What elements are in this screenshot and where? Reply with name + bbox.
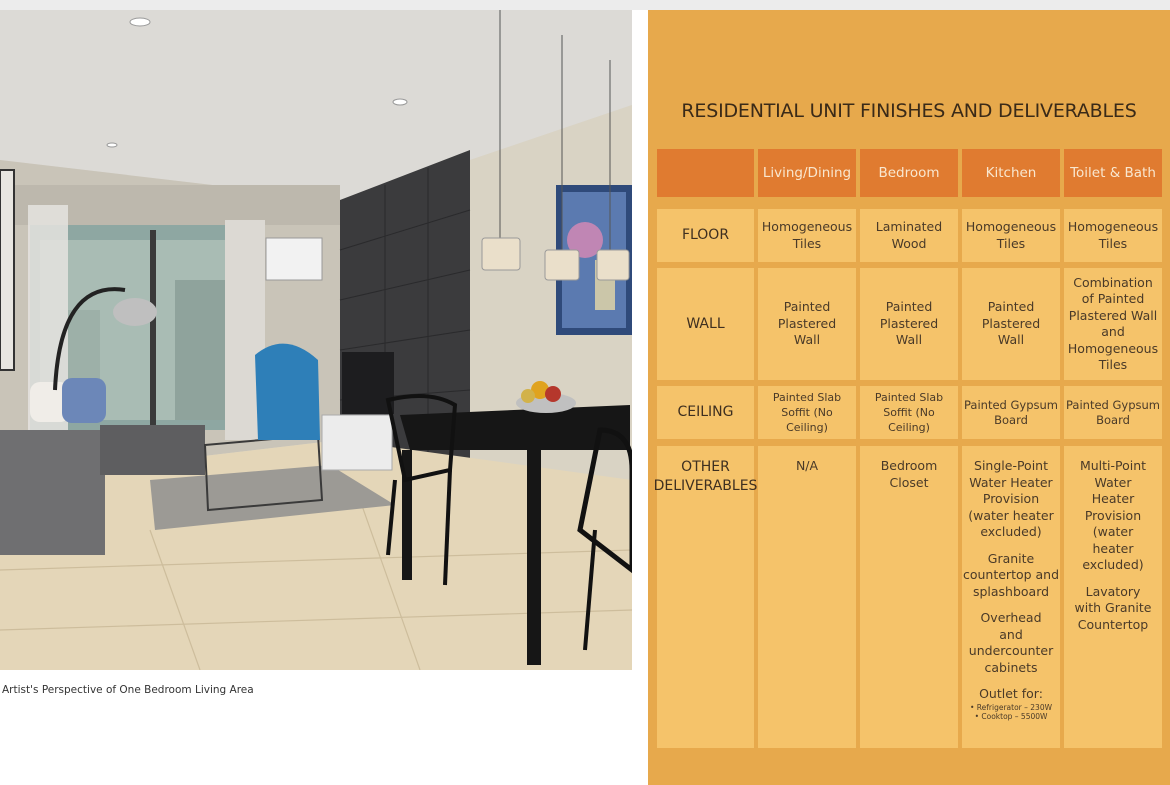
floor-bedroom: Laminated Wood: [860, 209, 958, 262]
header-corner: [657, 149, 754, 197]
finishes-panel: [648, 10, 1170, 785]
row-label-ceiling: CEILING: [657, 386, 754, 439]
header-living-dining: Living/Dining: [758, 149, 856, 197]
wall-toilet-bath: Combination of Painted Plastered Wall and Homogeneous Tiles: [1064, 268, 1162, 380]
floor-living-dining: Homogeneous Tiles: [758, 209, 856, 262]
row-label-other-deliverables: OTHER DELIVERABLES: [657, 446, 754, 748]
ceiling-living-dining: Painted Slab Soffit (No Ceiling): [758, 386, 856, 439]
wall-bedroom: Painted Plastered Wall: [860, 268, 958, 380]
header-kitchen: Kitchen: [962, 149, 1060, 197]
toilet-bath-deliverables-list: [1068, 458, 1158, 633]
kitchen-item-outlet: Outlet for:: [979, 686, 1043, 701]
table-title: RESIDENTIAL UNIT FINISHES AND DELIVERABLES: [681, 100, 1137, 122]
top-strip: [0, 0, 1170, 10]
row-label-floor: FLOOR: [657, 209, 754, 262]
ceiling-toilet-bath: Painted Gypsum Board: [1064, 386, 1162, 439]
outlet-refrigerator: • Refrigerator – 230W: [969, 702, 1053, 712]
outlet-cooktop: • Cooktop – 5500W: [974, 711, 1048, 721]
floor-kitchen: Homogeneous Tiles: [962, 209, 1060, 262]
ceiling-bedroom: Painted Slab Soffit (No Ceiling): [860, 386, 958, 439]
bath-item-water-heater: Multi-Point Water Heater Provision (water heater excluded): [1079, 458, 1147, 572]
header-toilet-bath: Toilet & Bath: [1064, 149, 1162, 197]
kitchen-item-water-heater: Single-Point Water Heater Provision (water heater excluded): [968, 458, 1054, 539]
kitchen-item-cabinets: Overhead and undercounter cabinets: [968, 610, 1054, 675]
header-bedroom: Bedroom: [860, 149, 958, 197]
bath-item-lavatory: Lavatory with Granite Countertop: [1074, 583, 1152, 632]
ceiling-kitchen: Painted Gypsum Board: [962, 386, 1060, 439]
other-bedroom: Bedroom Closet: [860, 446, 958, 748]
other-toilet-bath: [1064, 446, 1162, 748]
other-living-dining: N/A: [758, 446, 856, 748]
floor-toilet-bath: Homogeneous Tiles: [1064, 209, 1162, 262]
wall-kitchen: Painted Plastered Wall: [962, 268, 1060, 380]
wall-living-dining: Painted Plastered Wall: [758, 268, 856, 380]
other-kitchen: [962, 446, 1060, 748]
row-label-wall: WALL: [657, 268, 754, 380]
living-area-rendering: [0, 10, 632, 670]
photo-caption: Artist's Perspective of One Bedroom Living Area: [2, 684, 254, 696]
kitchen-deliverables-list: [963, 458, 1059, 721]
kitchen-item-granite-countertop: Granite countertop and splashboard: [962, 550, 1060, 599]
